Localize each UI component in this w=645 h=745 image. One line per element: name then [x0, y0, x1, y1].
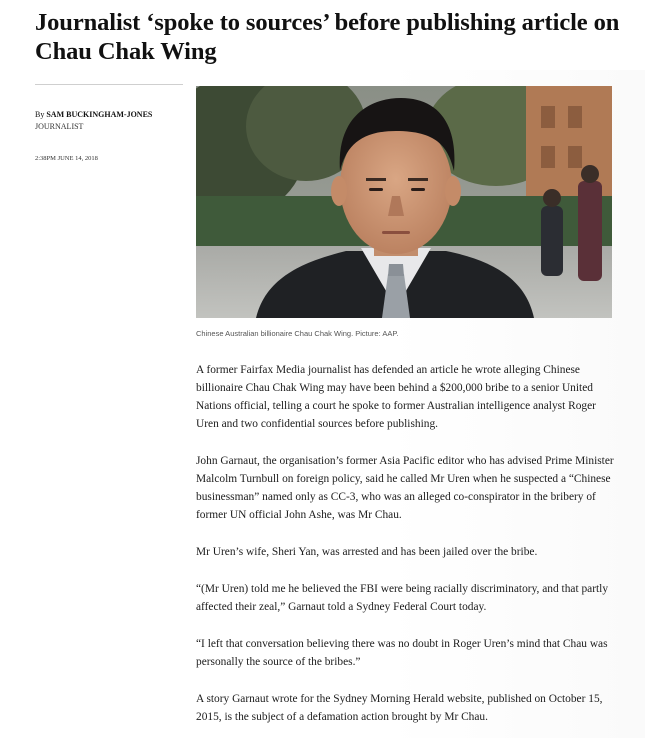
byline-divider — [35, 84, 183, 85]
article-paragraph: “I left that conversation believing there was no doubt in Roger Uren’s mind that Chau was personally the source of the bribes.” — [196, 638, 608, 668]
article-paragraph: A former Fairfax Media journalist has defended an article he wrote alleging Chinese billionaire Chau Chak Wing may have been behind a $200,000 bribe to a senior United Nations official, telling a court he spoke to former Australian intelligence analyst Roger Uren and two confidential sources before publishing. — [196, 364, 596, 430]
author-name-link[interactable]: SAM BUCKINGHAM-JONES — [46, 110, 153, 119]
byline-prefix: By — [35, 110, 45, 119]
article-photo — [196, 86, 612, 318]
byline — [35, 109, 152, 120]
article-paragraph: A story Garnaut wrote for the Sydney Morning Herald website, published on October 15, 2015, is the subject of a defamation action brought by Mr Chau. — [196, 693, 603, 723]
article-paragraph: John Garnaut, the organisation’s former Asia Pacific editor who has advised Prime Minister Malcolm Turnbull on foreign policy, said he called Mr Uren when he suspected a “Chinese businessman” named only as CC-3, who was an alleged co-conspirator in the bribery of former UN official John Ashe, was Mr Chau. — [196, 455, 614, 521]
photo-illustration — [196, 86, 612, 318]
publish-timestamp: 2:38PM JUNE 14, 2018 — [35, 155, 98, 162]
author-role: JOURNALIST — [35, 122, 84, 131]
article-headline: Journalist ‘spoke to sources’ before publishing article on Chau Chak Wing — [35, 9, 620, 65]
photo-caption: Chinese Australian billionaire Chau Chak Wing. Picture: AAP. — [196, 329, 399, 338]
article-paragraph: Mr Uren’s wife, Sheri Yan, was arrested and has been jailed over the bribe. — [196, 546, 538, 558]
article-body — [196, 361, 616, 745]
article-paragraph: “(Mr Uren) told me he believed the FBI were being racially discriminatory, and that partly affected their zeal,” Garnaut told a Sydney Federal Court today. — [196, 583, 609, 613]
